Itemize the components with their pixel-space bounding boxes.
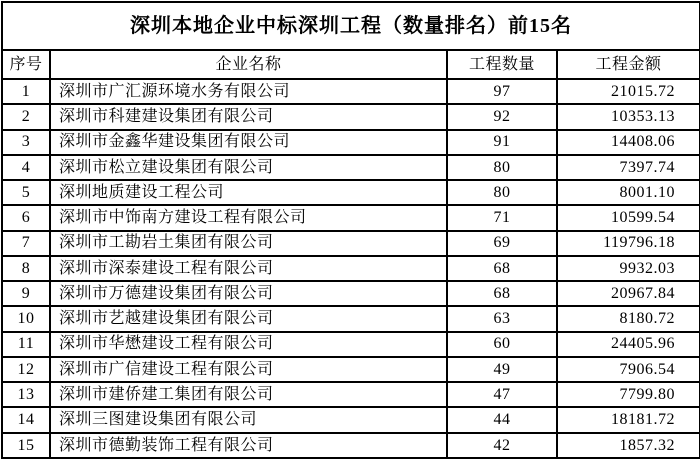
amount-cell: 20967.84 [557,281,700,306]
rank-cell: 10 [2,306,50,331]
count-cell: 47 [447,382,557,407]
company-cell: 深圳地质建设工程公司 [50,180,447,205]
company-cell: 深圳市工勘岩土集团有限公司 [50,231,447,256]
company-cell: 深圳市德勤装饰工程有限公司 [50,433,447,458]
rank-cell: 14 [2,407,50,432]
company-cell: 深圳市建侨建工集团有限公司 [50,382,447,407]
company-cell: 深圳市中饰南方建设工程有限公司 [50,205,447,230]
company-cell: 深圳三图建设集团有限公司 [50,407,447,432]
amount-cell: 21015.72 [557,79,700,104]
table-row [2,155,700,180]
count-cell: 60 [447,332,557,357]
count-cell: 91 [447,130,557,155]
count-cell: 49 [447,357,557,382]
ranking-table [1,1,700,459]
count-cell: 71 [447,205,557,230]
company-cell: 深圳市科建建设集团有限公司 [50,104,447,129]
rank-cell: 1 [2,79,50,104]
company-cell: 深圳市广汇源环境水务有限公司 [50,79,447,104]
rank-cell: 11 [2,332,50,357]
company-cell: 深圳市广信建设工程有限公司 [50,357,447,382]
company-cell: 深圳市松立建设集团有限公司 [50,155,447,180]
amount-cell: 24405.96 [557,332,700,357]
column-header-rank: 序号 [2,50,50,79]
count-cell: 44 [447,407,557,432]
amount-cell: 14408.06 [557,130,700,155]
count-cell: 42 [447,433,557,458]
company-cell: 深圳市深泰建设工程有限公司 [50,256,447,281]
amount-cell: 8001.10 [557,180,700,205]
company-cell: 深圳市万德建设集团有限公司 [50,281,447,306]
amount-cell: 7906.54 [557,357,700,382]
table-row [2,256,700,281]
count-cell: 80 [447,180,557,205]
table-row [2,407,700,432]
title-row [2,2,700,50]
table-row [2,332,700,357]
amount-cell: 7397.74 [557,155,700,180]
table-row [2,357,700,382]
rank-cell: 7 [2,231,50,256]
rank-cell: 13 [2,382,50,407]
company-cell: 深圳市金鑫华建设集团有限公司 [50,130,447,155]
rank-cell: 6 [2,205,50,230]
count-cell: 69 [447,231,557,256]
table-row [2,382,700,407]
amount-cell: 9932.03 [557,256,700,281]
table-row [2,205,700,230]
table-row [2,306,700,331]
amount-cell: 10353.13 [557,104,700,129]
rank-cell: 9 [2,281,50,306]
rank-cell: 15 [2,433,50,458]
amount-cell: 8180.72 [557,306,700,331]
rank-cell: 12 [2,357,50,382]
rank-cell: 2 [2,104,50,129]
company-cell: 深圳市华懋建设工程有限公司 [50,332,447,357]
count-cell: 63 [447,306,557,331]
company-cell: 深圳市艺越建设集团有限公司 [50,306,447,331]
table-row [2,130,700,155]
column-header-amount: 工程金额 [557,50,700,79]
amount-cell: 1857.32 [557,433,700,458]
count-cell: 68 [447,281,557,306]
table-row [2,433,700,458]
count-cell: 97 [447,79,557,104]
amount-cell: 10599.54 [557,205,700,230]
table-row [2,231,700,256]
rank-cell: 3 [2,130,50,155]
count-cell: 80 [447,155,557,180]
count-cell: 92 [447,104,557,129]
count-cell: 68 [447,256,557,281]
rank-cell: 4 [2,155,50,180]
rank-cell: 5 [2,180,50,205]
amount-cell: 119796.18 [557,231,700,256]
table-row [2,281,700,306]
table-title: 深圳本地企业中标深圳工程（数量排名）前15名 [2,2,700,50]
rank-cell: 8 [2,256,50,281]
table-row [2,79,700,104]
column-header-count: 工程数量 [447,50,557,79]
table-row [2,180,700,205]
amount-cell: 7799.80 [557,382,700,407]
table-row [2,104,700,129]
amount-cell: 18181.72 [557,407,700,432]
column-header-company: 企业名称 [50,50,447,79]
header-row [2,50,700,79]
